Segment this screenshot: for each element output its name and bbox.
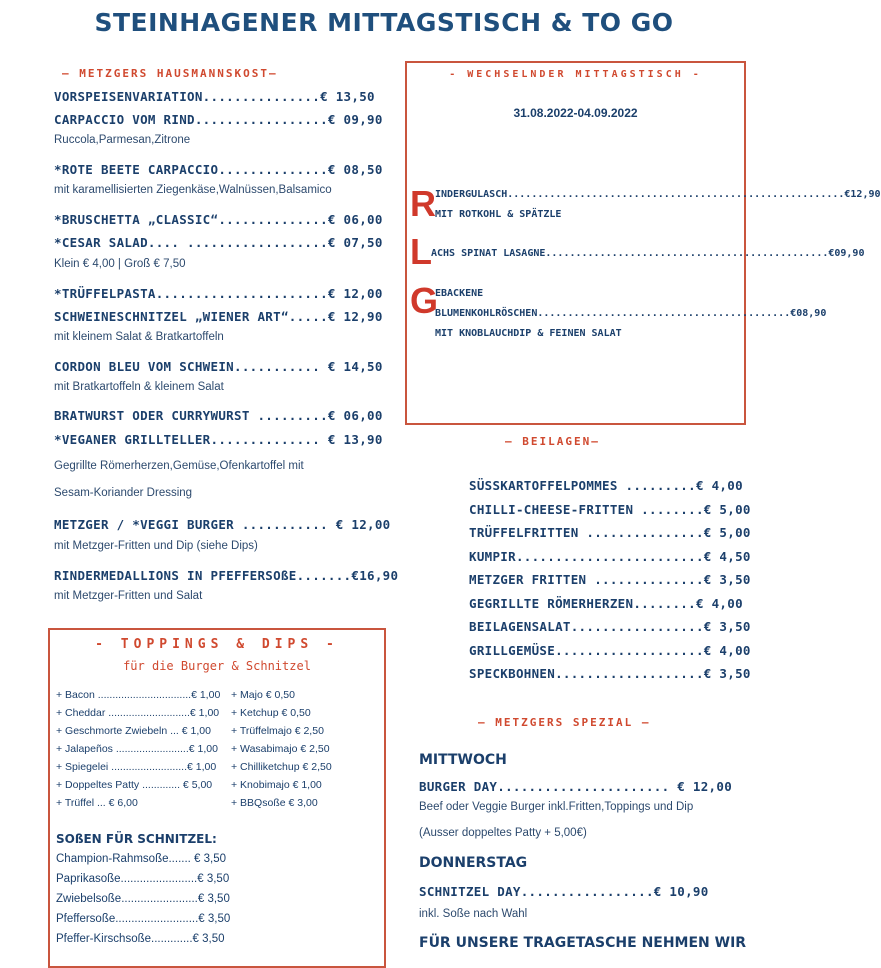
topping-item: + Jalapeños .........................€ 1,00 — [56, 743, 218, 755]
menu-item: CARPACCIO VOM RIND.................€ 09,90 — [54, 112, 383, 127]
dip-item: + Ketchup € 0,50 — [231, 707, 311, 719]
sauce-item: Zwiebelsoße........................€ 3,50 — [56, 893, 230, 905]
menu-item: *TRÜFFELPASTA......................€ 12,00 — [54, 286, 383, 301]
dish-letter-l: L — [410, 231, 432, 272]
menu-item-description: mit Metzger-Fritten und Salat — [54, 590, 203, 602]
topping-item: + Trüffel ... € 6,00 — [56, 797, 138, 809]
menu-item: *CESAR SALAD.... ..................€ 07,50 — [54, 235, 383, 250]
special-item: SCHNITZEL DAY.................€ 10,90 — [419, 884, 709, 899]
special-item-description: (Ausser doppeltes Patty + 5,00€) — [419, 827, 587, 839]
menu-item: *ROTE BEETE CARPACCIO..............€ 08,50 — [54, 162, 383, 177]
menu-item-description: Ruccola,Parmesan,Zitrone — [54, 134, 191, 146]
menu-item: VORSPEISENVARIATION...............€ 13,50 — [54, 89, 375, 104]
menu-item-description: mit Metzger-Fritten und Dip (siehe Dips) — [54, 540, 258, 552]
dish-line: ACHS SPINAT LASAGNE...............................................€09,90 — [431, 248, 865, 259]
special-item-description: Beef oder Veggie Burger inkl.Fritten,Toppings und Dip — [419, 801, 694, 813]
spezial-heading: — METZGERS SPEZIAL — — [478, 716, 651, 729]
menu-item-description: mit kleinem Salat & Bratkartoffeln — [54, 331, 224, 343]
page-title: STEINHAGENER MITTAGSTISCH & TO GO — [94, 8, 674, 37]
dip-item: + Wasabimajo € 2,50 — [231, 743, 330, 755]
topping-item: + Bacon ................................€ 1,00 — [56, 689, 221, 701]
topping-item: + Cheddar ............................€ 1,00 — [56, 707, 220, 719]
topping-item: + Spiegelei ..........................€ 1,00 — [56, 761, 217, 773]
special-item-description: inkl. Soße nach Wahl — [419, 908, 528, 920]
dish-description: MIT KNOBLAUCHDIP & FEINEN SALAT — [435, 328, 622, 339]
hausmannskost-heading: — METZGERS HAUSMANNSKOST— — [62, 67, 278, 80]
side-item: TRÜFFELFRITTEN ...............€ 5,00 — [469, 525, 751, 540]
side-item: GEGRILLTE RÖMERHERZEN........€ 4,00 — [469, 595, 743, 611]
dish-letter-g: G — [410, 280, 439, 321]
dish-line: BLUMENKOHLRÖSCHEN..........................................€08,90 — [435, 308, 827, 319]
menu-item-description: Klein € 4,00 | Groß € 7,50 — [54, 258, 186, 270]
dip-item: + Knobimajo € 1,00 — [231, 779, 322, 791]
menu-item: SCHWEINESCHNITZEL „WIENER ART“.....€ 12,90 — [54, 309, 383, 324]
menu-item-description: mit karamellisierten Ziegenkäse,Walnüssen,Balsamico — [54, 184, 332, 196]
menu-item: METZGER / *VEGGI BURGER ........... € 12,00 — [54, 517, 391, 532]
side-item: METZGER FRITTEN ..............€ 3,50 — [469, 572, 751, 587]
topping-item: + Doppeltes Patty ............. € 5,00 — [56, 779, 213, 791]
dish-line: INDERGULASCH........................................................€12,90 — [435, 189, 881, 200]
menu-item-description: Sesam-Koriander Dressing — [54, 487, 193, 499]
dip-item: + Majo € 0,50 — [231, 689, 295, 701]
menu-item-description: Gegrillte Römerherzen,Gemüse,Ofenkartoffel mit — [54, 460, 304, 472]
mittagstisch-date: 31.08.2022-04.09.2022 — [513, 106, 638, 120]
sauce-item: Paprikasoße........................€ 3,50 — [56, 873, 230, 885]
toppings-subheading: für die Burger & Schnitzel — [123, 659, 311, 673]
side-item: BEILAGENSALAT.................€ 3,50 — [469, 619, 751, 634]
topping-item: + Geschmorte Zwiebeln ... € 1,00 — [56, 725, 211, 737]
dish-line: EBACKENE — [435, 288, 484, 299]
dip-item: + Chilliketchup € 2,50 — [231, 761, 332, 773]
dish-description: MIT ROTKOHL & SPÄTZLE — [435, 209, 562, 220]
sauce-item: Pfeffersoße..........................€ 3,50 — [56, 913, 231, 925]
menu-item-description: mit Bratkartoffeln & kleinem Salat — [54, 381, 224, 393]
mittagstisch-heading: - WECHSELNDER MITTAGSTISCH - — [449, 69, 702, 80]
side-item: SÜSSKARTOFFELPOMMES .........€ 4,00 — [469, 478, 743, 493]
sauce-item: Pfeffer-Kirschsoße.............€ 3,50 — [56, 933, 225, 945]
dip-item: + BBQsoße € 3,00 — [231, 797, 318, 809]
menu-item: *VEGANER GRILLTELLER.............. € 13,90 — [54, 432, 383, 447]
side-item: KUMPIR........................€ 4,50 — [469, 548, 751, 564]
side-item: GRILLGEMÜSE...................€ 4,00 — [469, 642, 751, 658]
special-day-heading: DONNERSTAG — [419, 855, 528, 871]
special-item: BURGER DAY...................... € 12,00 — [419, 779, 733, 794]
toppings-heading: - TOPPINGS & DIPS - — [95, 637, 339, 652]
menu-item: BRATWURST ODER CURRYWURST .........€ 06,00 — [54, 408, 383, 423]
menu-item: *BRUSCHETTA „CLASSIC“..............€ 06,00 — [54, 212, 383, 227]
special-day-heading: MITTWOCH — [419, 752, 507, 768]
beilagen-heading: — BEILAGEN— — [505, 435, 600, 448]
dish-letter-r: R — [410, 183, 436, 224]
sauce-item: Champion-Rahmsoße....... € 3,50 — [56, 853, 227, 865]
side-item: CHILLI-CHEESE-FRITTEN ........€ 5,00 — [469, 501, 751, 517]
sauces-heading: SOßEN FÜR SCHNITZEL: — [56, 832, 217, 846]
dip-item: + Trüffelmajo € 2,50 — [231, 725, 324, 737]
menu-item: CORDON BLEU VOM SCHWEIN........... € 14,50 — [54, 359, 383, 374]
side-item: SPECKBOHNEN...................€ 3,50 — [469, 666, 751, 681]
menu-item: RINDERMEDALLIONS IN PFEFFERSOßE.......€16,90 — [54, 568, 399, 583]
special-day-heading: FÜR UNSERE TRAGETASCHE NEHMEN WIR — [419, 935, 747, 951]
